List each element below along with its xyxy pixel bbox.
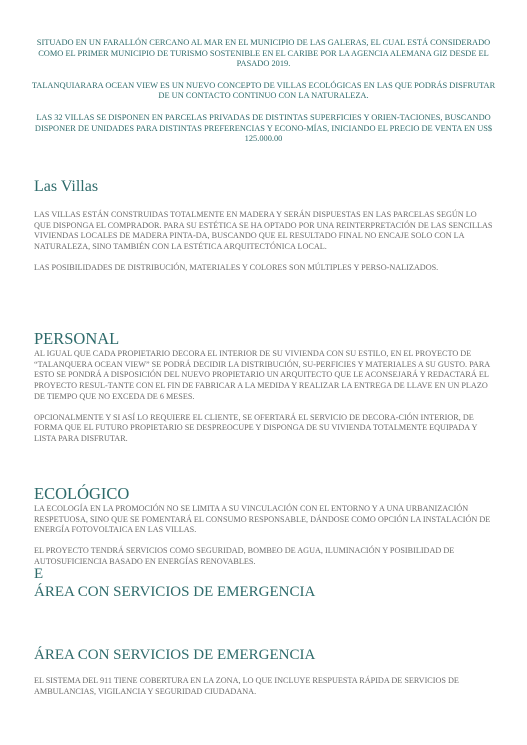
villas-paragraph-1: LAS VILLAS ESTÁN CONSTRUIDAS TOTALMENTE EN MADERA Y SERÁN DISPUESTAS EN LAS PARCELAS SEGÚN LO QUE DISPONGA EL COMPRADOR. PARA SU ESTÉTICA SE HA OPTADO POR UNA REINTERPRETACIÓN DE LAS SENCILLAS VIVIENDAS LOCALES DE MADERA PINTA-DA, BUSCANDO QUE EL RESULTADO FINAL NO ENCAJE SOLO CON LA NATURALEZA, SINO TAMBIÉN CON LA ESTÉTICA ARQUITECTÓNICA LOCAL. — [34, 210, 493, 252]
stray-heading: ÁREA CON SERVICIOS DE EMERGENCIA — [34, 584, 316, 600]
ecologico-paragraph-1: LA ECOLOGÍA EN LA PROMOCIÓN NO SE LIMITA A SU VINCULACIÓN CON EL ENTORNO Y A UNA URBANIZACIÓN RESPETUOSA, SINO QUE SE FOMENTARÁ EL CONSUMO RESPONSABLE, DÁNDOSE COMO OPCIÓN LA INSTALACIÓN DE ENERGÍA FOTOVOLTAICA EN LAS VILLAS. — [34, 504, 491, 535]
emergencia-body — [34, 676, 494, 697]
stray-letter: E — [34, 566, 44, 582]
intro-paragraph-1: SITUADO EN UN FARALLÓN CERCANO AL MAR EN EL MUNICIPIO DE LAS GALERAS, EL CUAL ESTÁ CONSIDERADO COMO EL PRIMER MUNICIPIO DE TURISMO SOSTENIBLE EN EL CARIBE POR LA AGENCIA ALEMANA GIZ DESDE EL PASADO 2019. — [36, 38, 491, 69]
personal-paragraph-1: AL IGUAL QUE CADA PROPIETARIO DECORA EL INTERIOR DE SU VIVIENDA CON SU ESTILO, EN EL PROYECTO DE “TALANQUERA OCEAN VIEW” SE PODRÁ DECIDIR LA DISTRIBUCIÓN, SU-PERFICIES Y MATERIALES A SU GUSTO. PARA ESTO SE PONDRÁ A DISPOSICIÓN DEL NUEVO PROPIETARIO UN ARQUITECTO QUE LE ACONSEJARÁ Y REDACTARÁ EL PROYECTO RESUL-TANTE CON EL FIN DE FABRICAR A LA MEDIDA Y REALIZAR LA ENTREGA DE LLAVE EN UN PLAZO DE TIEMPO QUE NO EXCEDA DE 6 MESES. — [34, 349, 490, 401]
ecologico-body — [34, 504, 494, 568]
emergencia-paragraph-1: EL SISTEMA DEL 911 TIENE COBERTURA EN LA ZONA, LO QUE INCLUYE RESPUESTA RÁPIDA DE SERVICIOS DE AMBULANCIAS, VIGILANCIA Y SEGURIDAD CIUDADANA. — [34, 676, 459, 696]
personal-paragraph-2: OPCIONALMENTE Y SI ASÍ LO REQUIERE EL CLIENTE, SE OFERTARÁ EL SERVICIO DE DECORA-CIÓN INTERIOR, DE FORMA QUE EL FUTURO PROPIETARIO SE DESPREOCUPE Y DISPONGA DE SU VIVIENDA TOTALMENTE EQUIPADA Y LISTA PARA DISFRUTAR. — [34, 412, 478, 443]
villas-body — [34, 210, 494, 274]
section-title-emergencia: ÁREA CON SERVICIOS DE EMERGENCIA — [34, 647, 316, 663]
ecologico-paragraph-2: EL PROYECTO TENDRÁ SERVICIOS COMO SEGURIDAD, BOMBEO DE AGUA, ILUMINACIÓN Y POSIBILIDAD DE AUTOSUFICIENCIA BASADO EN ENERGÍAS RENOVABLES. — [34, 546, 455, 566]
intro-block — [30, 38, 497, 145]
section-title-personal: PERSONAL — [34, 329, 120, 348]
intro-paragraph-3: LAS 32 VILLAS SE DISPONEN EN PARCELAS PRIVADAS DE DISTINTAS SUPERFICIES Y ORIEN-TACIONES, BUSCANDO DISPONER DE UNIDADES PARA DISTINTAS PREFERENCIAS Y ECONO-MÍAS, INICIANDO EL PRECIO DE VENTA EN US$ 125.000.00 — [34, 112, 493, 144]
personal-body — [34, 349, 494, 445]
villas-paragraph-2: LAS POSIBILIDADES DE DISTRIBUCIÓN, MATERIALES Y COLORES SON MÚLTIPLES Y PERSO-NALIZADOS. — [34, 262, 439, 272]
intro-paragraph-2: TALANQUIARARA OCEAN VIEW ES UN NUEVO CONCEPTO DE VILLAS ECOLÓGICAS EN LAS QUE PODRÁS DISFRUTAR DE UN CONTACTO CONTINUO CON LA NATURALEZA. — [31, 80, 496, 101]
section-title-villas: Las Villas — [34, 178, 99, 195]
section-title-ecologico: ECOLÓGICO — [34, 484, 130, 503]
